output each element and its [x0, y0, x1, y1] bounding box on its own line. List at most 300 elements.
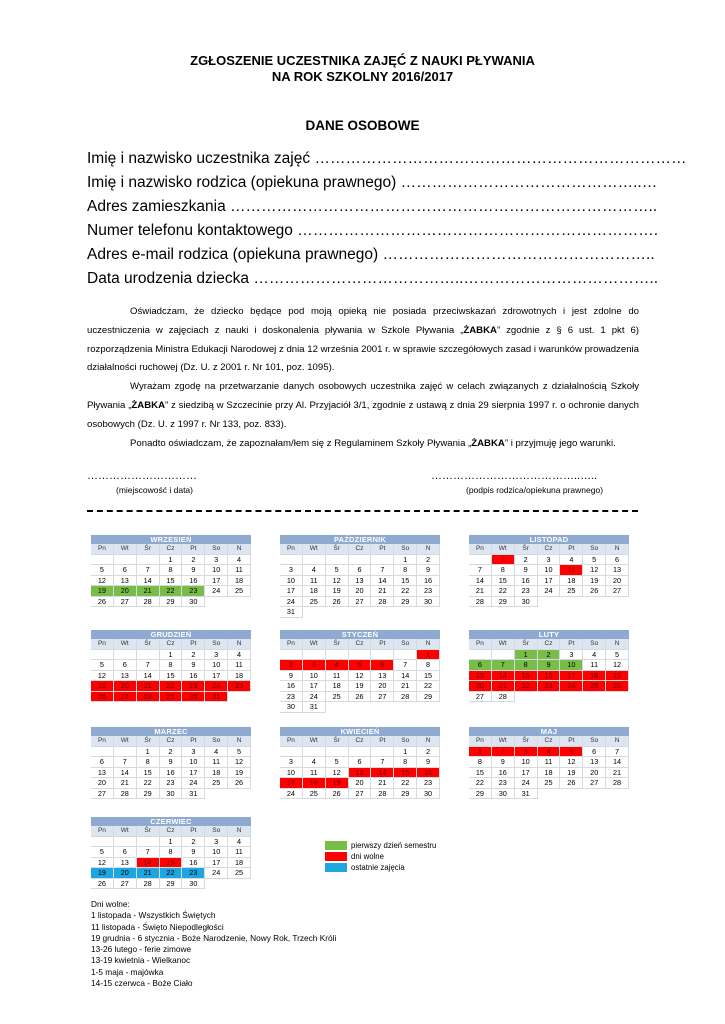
weekday-header: Śr — [326, 639, 349, 650]
weekday-header: Śr — [326, 544, 349, 555]
calendar-day: 17 — [303, 681, 326, 692]
weekday-header: Cz — [538, 639, 561, 650]
calendar-day: 11 — [228, 565, 251, 576]
weekday-header: Cz — [160, 639, 183, 650]
calendar-day: 31 — [182, 789, 205, 800]
holiday-item: 14-15 czerwca - Boże Ciało — [91, 978, 193, 989]
calendar-day: 14 — [137, 671, 160, 682]
calendar-day: 15 — [492, 576, 515, 587]
calendar-day: 30 — [515, 597, 538, 608]
calendar-month — [280, 727, 440, 799]
calendar-day: 26 — [349, 692, 372, 703]
calendar-day: 3 — [205, 555, 228, 566]
declaration-regulations: Ponadto oświadczam, że zapoznałam/łem się z Regulaminem Szkoły Pływania „ŻABKA” i przyjmuję jego warunki. — [130, 437, 616, 449]
calendar-day: 20 — [469, 681, 492, 692]
calendar-grid — [91, 544, 251, 607]
calendar-day: 6 — [114, 847, 137, 858]
calendar-day: 29 — [137, 789, 160, 800]
calendar-day: 16 — [492, 768, 515, 779]
calendar-day: 19 — [326, 778, 349, 789]
calendar-day: 28 — [394, 692, 417, 703]
calendar-day: 13 — [114, 858, 137, 869]
calendar-day: 23 — [160, 778, 183, 789]
calendar-day: 1 — [394, 747, 417, 758]
calendar-month-header: STYCZEŃ — [280, 630, 440, 639]
legend-swatch-blue — [325, 863, 347, 872]
weekday-header: So — [394, 736, 417, 747]
calendar-empty-cell — [326, 747, 349, 758]
signature-line[interactable]: …………………………………..….. — [431, 470, 598, 482]
calendar-day: 21 — [394, 681, 417, 692]
weekday-header: Wt — [303, 544, 326, 555]
calendar-day: 28 — [114, 789, 137, 800]
weekday-header: So — [205, 736, 228, 747]
calendar-day: 13 — [349, 768, 372, 779]
calendar-day: 12 — [606, 660, 629, 671]
calendar-empty-cell — [91, 837, 114, 848]
calendar-day: 29 — [394, 597, 417, 608]
calendar-day: 22 — [160, 868, 183, 879]
weekday-header: Śr — [515, 544, 538, 555]
calendar-day: 4 — [303, 565, 326, 576]
calendar-day: 27 — [469, 692, 492, 703]
calendar-day: 30 — [182, 597, 205, 608]
calendar-day: 9 — [515, 565, 538, 576]
weekday-header: Pn — [280, 639, 303, 650]
calendar-day: 23 — [417, 778, 440, 789]
calendar-day: 5 — [91, 847, 114, 858]
calendar-day: 18 — [560, 576, 583, 587]
calendar-day: 24 — [205, 681, 228, 692]
weekday-header: Śr — [137, 544, 160, 555]
calendar-day: 13 — [606, 565, 629, 576]
calendar-day: 30 — [492, 789, 515, 800]
calendar-day: 24 — [205, 586, 228, 597]
calendar-day: 10 — [205, 565, 228, 576]
calendar-day: 30 — [182, 692, 205, 703]
calendar-day: 15 — [394, 576, 417, 587]
calendar-day: 23 — [515, 586, 538, 597]
calendar-day: 26 — [560, 778, 583, 789]
calendar-day: 25 — [228, 681, 251, 692]
weekday-header: Pn — [91, 639, 114, 650]
calendar-day: 4 — [303, 757, 326, 768]
calendar-day: 11 — [538, 757, 561, 768]
calendar-day: 4 — [560, 555, 583, 566]
calendar-empty-cell — [114, 837, 137, 848]
calendar-day: 19 — [560, 768, 583, 779]
calendar-day: 17 — [560, 671, 583, 682]
calendar-empty-cell — [137, 650, 160, 661]
declaration-data-consent: Wyrażam zgodę na przetwarzanie danych osobowych uczestnika zajęć w celach związanych z działalnością Szkoły Pływania „ŻABKA” z siedzibą w Szczecinie przy Al. Przyjaciół 3/1, zgodnie z ustawą z dnia 29 sierpnia 1997 r. o ochronie danych osobowych (Dz. U. z 1997 r. Nr 133, poz. 833). — [87, 381, 639, 430]
calendar-day: 12 — [228, 757, 251, 768]
declaration-health: Oświadczam, że dziecko będące pod moją opieką nie posiada przeciwskazań zdrowotnych i jest zdolne do uczestniczenia w zajęciach z nauki i doskonalenia pływania w Szkole Pływania „ŻABKA” zgodnie z § 6 ust. 1 pkt 6) rozporządzenia Ministra Edukacji Narodowej z dnia 12 września 2001 r. w sprawie szczegółowych zasad i warunków prowadzenia działalności ruchowej (Dz. U. z 2001 r. Nr 101, poz. 1095). — [87, 306, 639, 374]
calendar-month-header: GRUDZIEŃ — [91, 630, 251, 639]
weekday-header: Pt — [560, 736, 583, 747]
calendar-day: 20 — [91, 778, 114, 789]
calendar-day: 15 — [160, 576, 183, 587]
calendar-empty-cell — [326, 650, 349, 661]
weekday-header: So — [205, 826, 228, 837]
calendar-day: 11 — [303, 576, 326, 587]
calendar-day: 22 — [394, 586, 417, 597]
calendar-empty-cell — [394, 650, 417, 661]
weekday-header: N — [606, 736, 629, 747]
holidays-title: Dni wolne: — [91, 899, 130, 909]
calendar-month — [91, 630, 251, 702]
weekday-header: Wt — [114, 639, 137, 650]
calendar-day: 26 — [228, 778, 251, 789]
calendar-grid — [469, 639, 629, 702]
weekday-header: Wt — [303, 736, 326, 747]
calendar-day: 13 — [114, 576, 137, 587]
calendar-day: 24 — [560, 681, 583, 692]
calendar-day: 5 — [326, 565, 349, 576]
calendar-day: 14 — [469, 576, 492, 587]
calendar-day: 1 — [492, 555, 515, 566]
calendar-day: 29 — [160, 692, 183, 703]
calendar-day: 22 — [469, 778, 492, 789]
calendar-day: 28 — [137, 692, 160, 703]
calendar-day: 14 — [606, 757, 629, 768]
calendar-day: 20 — [114, 586, 137, 597]
place-date-line[interactable]: ………………………… — [87, 470, 197, 482]
calendar-day: 18 — [583, 671, 606, 682]
calendar-day: 15 — [469, 768, 492, 779]
calendar-day: 22 — [160, 586, 183, 597]
calendar-day: 5 — [91, 565, 114, 576]
calendar-day: 18 — [205, 768, 228, 779]
calendar-day: 21 — [114, 778, 137, 789]
weekday-header: Cz — [349, 544, 372, 555]
field-dots: ………………………………………..… — [400, 174, 658, 191]
weekday-header: Wt — [303, 639, 326, 650]
calendar-day: 22 — [160, 681, 183, 692]
calendar-day: 3 — [515, 747, 538, 758]
calendar-day: 18 — [538, 768, 561, 779]
calendar-day: 19 — [91, 586, 114, 597]
holiday-item: 11 listopada - Święto Niepodległości — [91, 921, 224, 932]
calendar-day: 5 — [91, 660, 114, 671]
calendar-empty-cell — [91, 747, 114, 758]
calendar-empty-cell — [371, 650, 394, 661]
field-birth-date[interactable] — [87, 270, 659, 288]
calendar-day: 2 — [182, 650, 205, 661]
calendar-day: 8 — [515, 660, 538, 671]
calendar-day: 20 — [606, 576, 629, 587]
calendar-empty-cell — [114, 650, 137, 661]
calendar-day: 6 — [349, 565, 372, 576]
calendar-day: 3 — [303, 660, 326, 671]
calendar-day: 15 — [515, 671, 538, 682]
weekday-header: Pt — [182, 639, 205, 650]
calendar-day: 23 — [182, 681, 205, 692]
calendar-day: 4 — [205, 747, 228, 758]
calendar-day: 10 — [303, 671, 326, 682]
calendar-day: 31 — [515, 789, 538, 800]
calendar-day: 1 — [160, 555, 183, 566]
weekday-header: Pn — [91, 736, 114, 747]
calendar-month — [280, 535, 440, 618]
calendar-month — [280, 630, 440, 713]
calendar-day: 17 — [205, 576, 228, 587]
weekday-header: Śr — [515, 639, 538, 650]
calendar-day: 27 — [371, 692, 394, 703]
calendar-day: 4 — [538, 747, 561, 758]
weekday-header: Wt — [114, 736, 137, 747]
calendar-day: 3 — [280, 565, 303, 576]
calendar-day: 11 — [326, 671, 349, 682]
calendar-day: 26 — [91, 879, 114, 890]
calendar-day: 16 — [280, 681, 303, 692]
weekday-header: Pt — [182, 544, 205, 555]
calendar-day: 19 — [228, 768, 251, 779]
weekday-header: Wt — [492, 544, 515, 555]
calendar-day: 19 — [326, 586, 349, 597]
calendar-day: 9 — [280, 671, 303, 682]
calendar-day: 2 — [492, 747, 515, 758]
field-label: Imię i nazwisko uczestnika zajęć — [87, 150, 311, 167]
weekday-header: Pt — [560, 639, 583, 650]
calendar-day: 10 — [205, 847, 228, 858]
calendar-day: 11 — [228, 847, 251, 858]
calendar-day: 4 — [228, 650, 251, 661]
cut-line-divider — [87, 510, 638, 512]
calendar-day: 5 — [349, 660, 372, 671]
calendar-day: 31 — [205, 692, 228, 703]
calendar-day: 13 — [469, 671, 492, 682]
calendar-day: 24 — [303, 692, 326, 703]
calendar-day: 27 — [349, 789, 372, 800]
weekday-header: Pt — [560, 544, 583, 555]
calendar-empty-cell — [371, 555, 394, 566]
weekday-header: Pn — [91, 826, 114, 837]
calendar-day: 2 — [182, 555, 205, 566]
calendar-day: 24 — [205, 868, 228, 879]
calendar-empty-cell — [280, 555, 303, 566]
weekday-header: Śr — [515, 736, 538, 747]
calendar-day: 3 — [560, 650, 583, 661]
calendar-day: 19 — [606, 671, 629, 682]
calendar-day: 22 — [417, 681, 440, 692]
weekday-header: Śr — [137, 736, 160, 747]
calendar-day: 21 — [137, 868, 160, 879]
calendar-day: 8 — [160, 847, 183, 858]
calendar-day: 7 — [137, 660, 160, 671]
calendar-day: 28 — [371, 789, 394, 800]
weekday-header: Pt — [182, 826, 205, 837]
calendar-day: 14 — [137, 576, 160, 587]
weekday-header: Pt — [371, 544, 394, 555]
calendar-day: 8 — [469, 757, 492, 768]
field-participant-name[interactable] — [87, 150, 687, 168]
calendar-day: 29 — [492, 597, 515, 608]
calendar-day: 14 — [492, 671, 515, 682]
calendar-day: 16 — [182, 576, 205, 587]
calendar-day: 12 — [326, 576, 349, 587]
calendar-day: 2 — [515, 555, 538, 566]
weekday-header: So — [583, 639, 606, 650]
calendar-day: 3 — [182, 747, 205, 758]
calendar-day: 3 — [205, 650, 228, 661]
calendar-empty-cell — [492, 650, 515, 661]
calendar-day: 12 — [349, 671, 372, 682]
calendar-empty-cell — [137, 555, 160, 566]
calendar-day: 23 — [492, 778, 515, 789]
calendar-month-header: MARZEC — [91, 727, 251, 736]
calendar-day: 18 — [326, 681, 349, 692]
calendar-day: 15 — [160, 671, 183, 682]
calendar-day: 7 — [137, 847, 160, 858]
calendar-day: 26 — [583, 586, 606, 597]
calendar-day: 20 — [371, 681, 394, 692]
calendar-month-header: KWIECIEŃ — [280, 727, 440, 736]
calendar-day: 4 — [228, 837, 251, 848]
calendar-day: 1 — [137, 747, 160, 758]
calendar-day: 15 — [417, 671, 440, 682]
calendar-day: 23 — [182, 586, 205, 597]
calendar-day: 17 — [205, 858, 228, 869]
weekday-header: Pt — [371, 736, 394, 747]
weekday-header: N — [606, 639, 629, 650]
calendar-day: 27 — [606, 586, 629, 597]
weekday-header: Cz — [160, 826, 183, 837]
weekday-header: N — [228, 544, 251, 555]
calendar-day: 25 — [560, 586, 583, 597]
calendar-month — [469, 727, 629, 799]
field-dots: ……………………………………………………………… — [314, 150, 687, 167]
calendar-day: 9 — [492, 757, 515, 768]
weekday-header: N — [417, 639, 440, 650]
calendar-month — [91, 817, 251, 889]
calendar-empty-cell — [349, 650, 372, 661]
weekday-header: Pn — [91, 544, 114, 555]
calendar-day: 1 — [394, 555, 417, 566]
calendar-day: 5 — [326, 757, 349, 768]
weekday-header: So — [394, 544, 417, 555]
weekday-header: N — [417, 736, 440, 747]
calendar-day: 16 — [417, 768, 440, 779]
calendar-day: 27 — [114, 879, 137, 890]
form-title-line1: ZGŁOSZENIE UCZESTNIKA ZAJĘĆ Z NAUKI PŁYWANIA — [190, 53, 535, 68]
calendar-day: 25 — [205, 778, 228, 789]
calendar-day: 7 — [114, 757, 137, 768]
calendar-day: 6 — [114, 565, 137, 576]
calendar-day: 23 — [182, 868, 205, 879]
field-email[interactable] — [87, 246, 655, 264]
calendar-day: 26 — [91, 692, 114, 703]
calendar-day: 2 — [160, 747, 183, 758]
calendar-day: 28 — [137, 597, 160, 608]
calendar-day: 21 — [469, 586, 492, 597]
calendar-month-header: LISTOPAD — [469, 535, 629, 544]
calendar-day: 26 — [91, 597, 114, 608]
calendar-day: 4 — [583, 650, 606, 661]
calendar-day: 28 — [492, 692, 515, 703]
calendar-day: 29 — [469, 789, 492, 800]
signature-caption: (podpis rodzica/opiekuna prawnego) — [466, 485, 604, 495]
calendar-day: 8 — [492, 565, 515, 576]
calendar-month — [91, 535, 251, 607]
legend-swatch-green — [325, 841, 347, 850]
calendar-day: 10 — [280, 576, 303, 587]
weekday-header: So — [205, 544, 228, 555]
calendar-month-header: CZERWIEC — [91, 817, 251, 826]
calendar-day: 24 — [538, 586, 561, 597]
calendar-day: 21 — [606, 768, 629, 779]
calendar-empty-cell — [114, 555, 137, 566]
field-parent-name[interactable] — [87, 174, 658, 192]
calendar-day: 16 — [538, 671, 561, 682]
calendar-day: 18 — [228, 858, 251, 869]
calendar-day: 9 — [417, 757, 440, 768]
weekday-header: Pn — [469, 544, 492, 555]
calendar-day: 29 — [160, 597, 183, 608]
calendar-day: 5 — [228, 747, 251, 758]
calendar-day: 10 — [182, 757, 205, 768]
calendar-day: 20 — [114, 868, 137, 879]
calendar-grid — [280, 544, 440, 618]
weekday-header: N — [606, 544, 629, 555]
calendar-day: 8 — [417, 660, 440, 671]
calendar-day: 20 — [114, 681, 137, 692]
calendar-day: 11 — [303, 768, 326, 779]
field-phone[interactable] — [87, 222, 659, 240]
calendar-empty-cell — [91, 555, 114, 566]
calendar-day: 12 — [91, 671, 114, 682]
calendar-day: 7 — [606, 747, 629, 758]
calendar-day: 1 — [469, 747, 492, 758]
weekday-header: So — [583, 544, 606, 555]
calendar-day: 4 — [228, 555, 251, 566]
calendar-day: 19 — [91, 681, 114, 692]
calendar-month — [469, 630, 629, 702]
calendar-day: 9 — [182, 565, 205, 576]
calendar-day: 25 — [303, 597, 326, 608]
calendar-day: 7 — [469, 565, 492, 576]
calendar-day: 22 — [394, 778, 417, 789]
calendar-day: 27 — [114, 692, 137, 703]
calendar-day: 28 — [606, 778, 629, 789]
calendar-day: 30 — [417, 597, 440, 608]
calendar-day: 4 — [326, 660, 349, 671]
weekday-header: Cz — [538, 544, 561, 555]
calendar-day: 23 — [538, 681, 561, 692]
calendar-day: 20 — [349, 586, 372, 597]
calendar-grid — [469, 736, 629, 799]
calendar-month-header: MAJ — [469, 727, 629, 736]
calendar-day: 20 — [583, 768, 606, 779]
calendar-day: 5 — [560, 747, 583, 758]
calendar-day: 6 — [349, 757, 372, 768]
calendar-empty-cell — [469, 650, 492, 661]
calendar-month-header: WRZESIEŃ — [91, 535, 251, 544]
calendar-day: 6 — [583, 747, 606, 758]
section-title: DANE OSOBOWE — [305, 118, 420, 133]
calendar-day: 13 — [91, 768, 114, 779]
calendar-day: 27 — [91, 789, 114, 800]
calendar-day: 29 — [160, 879, 183, 890]
weekday-header: Śr — [326, 736, 349, 747]
calendar-day: 27 — [583, 778, 606, 789]
field-address[interactable] — [87, 198, 658, 216]
calendar-day: 18 — [303, 586, 326, 597]
calendar-day: 8 — [160, 565, 183, 576]
calendar-day: 25 — [326, 692, 349, 703]
calendar-month-header: PAŹDZIERNIK — [280, 535, 440, 544]
weekday-header: Pt — [371, 639, 394, 650]
field-dots: …………………………………………….. — [382, 246, 655, 263]
